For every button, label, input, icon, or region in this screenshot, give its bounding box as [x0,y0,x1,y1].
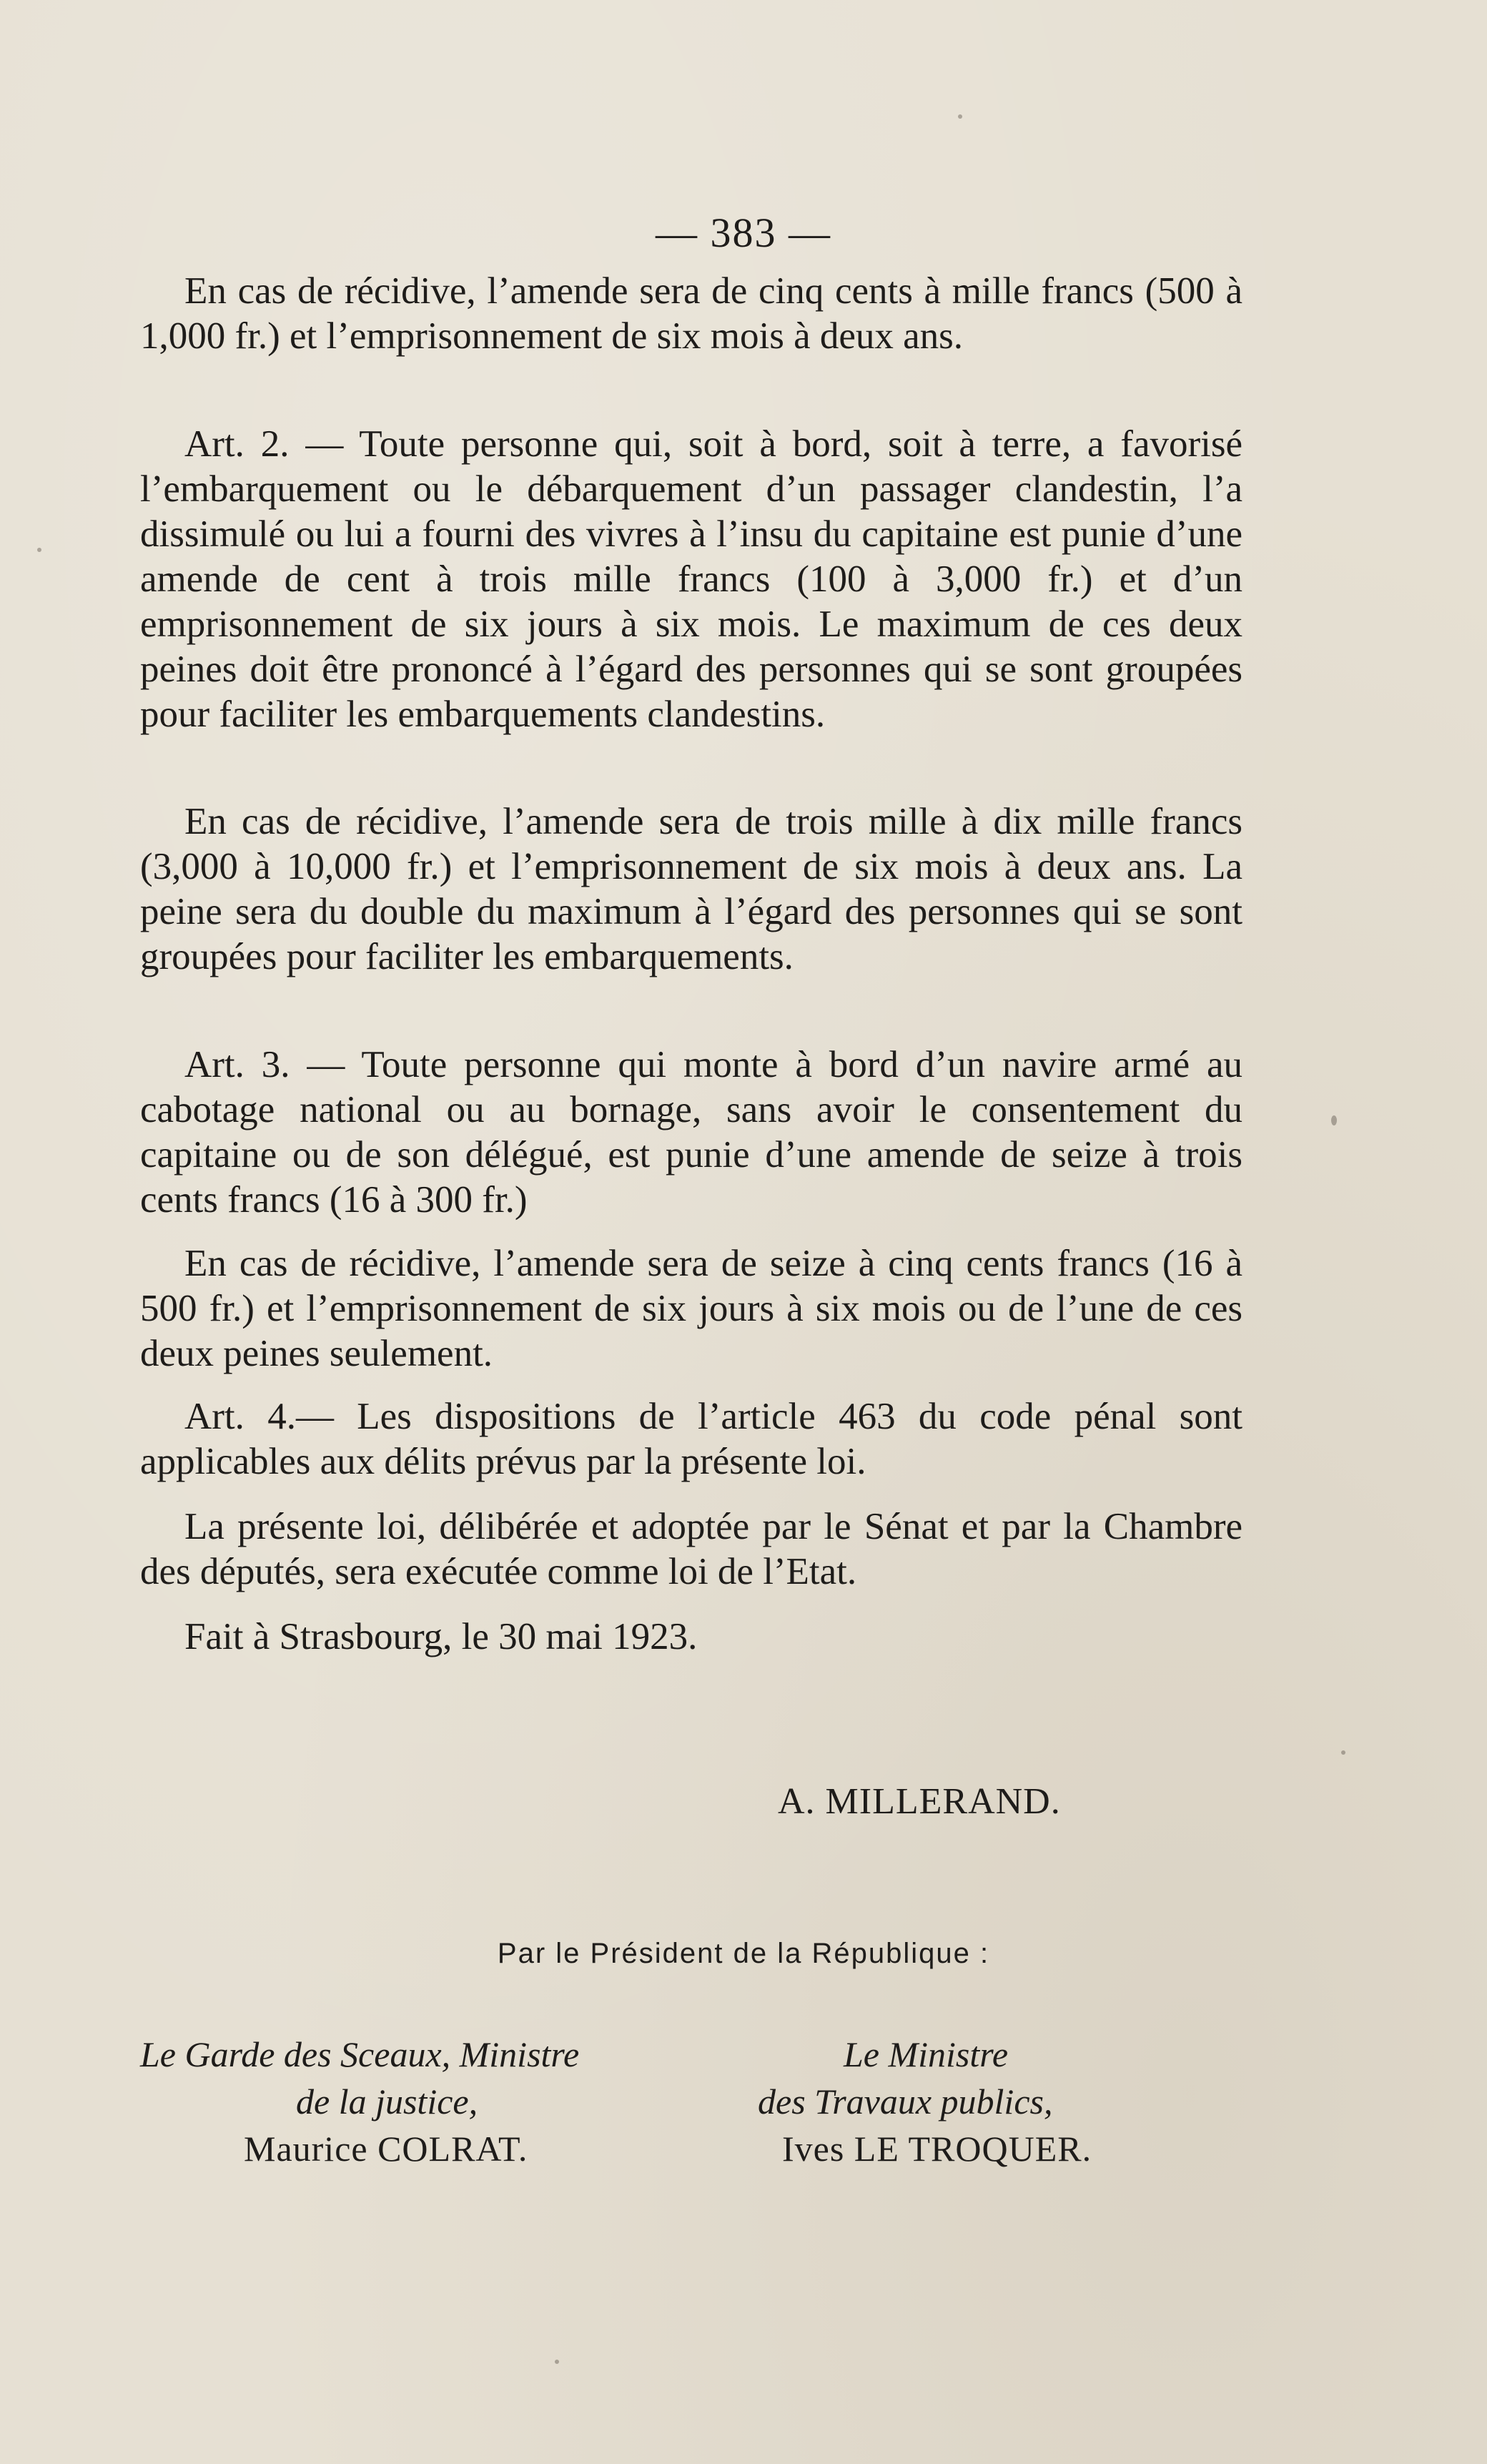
paragraph-text: En cas de récidive, l’amende sera de cinq cents à mille francs (500 à 1,000 fr.) et l’emprisonnement de six mois à deux ans. [140,270,1243,357]
paper-speck [1341,1750,1345,1755]
paragraph-recidive-1 [140,269,1243,359]
minister-title-line: des Travaux publics, [758,2081,1053,2121]
paragraph-promulgation [140,1504,1243,1595]
paragraph-recidive-2 [140,799,1243,980]
page-number: — 383 — [656,210,831,256]
signature-president: A. MILLERAND. [778,1781,1061,1822]
countersign-right [758,2031,1230,2172]
paper-speck [555,2360,559,2364]
paragraph-text: En cas de récidive, l’amende sera de trois mille à dix mille francs (3,000 à 10,000 fr.) et l’emprisonnement de six mois à deux ans. La peine sera du double du maximum à l’égard des personnes qui se sont groupées pour faciliter les embarquements. [140,801,1243,977]
paragraph-article-3 [140,1043,1243,1223]
paragraph-article-2 [140,422,1243,737]
paragraph-text: La présente loi, délibérée et adoptée par le Sénat et par la Chambre des députés, sera exécutée comme loi de l’Etat. [140,1506,1243,1592]
paragraph-article-4 [140,1394,1243,1484]
paragraph-text: Fait à Strasbourg, le 30 mai 1923. [184,1616,698,1657]
paper-speck [37,548,41,552]
paragraph-recidive-3 [140,1241,1243,1376]
minister-title-line: Le Ministre [844,2034,1009,2074]
minister-name: Ives LE TROQUER. [782,2129,1092,2169]
countersign-left [140,2031,726,2172]
minister-name: Maurice COLRAT. [244,2129,528,2169]
paper-speck [1331,1115,1337,1125]
minister-title-line: Le Garde des Sceaux, Ministre [140,2034,580,2074]
paragraph-text: Art. 2. — Toute personne qui, soit à bord, soit à terre, a favorisé l’embarquement ou le débarquement d’un passager clandestin, l’a dissimulé ou lui a fourni des vivres à l’insu du capitaine est punie d’une amende de cent à trois mille francs (100 à 3,000 fr.) et d’un emprisonnement de six jours à six mois. Le maximum de ces deux peines doit être prononcé à l’égard des personnes qui se sont groupées pour faciliter les embarquements clandestins. [140,423,1243,735]
paper-speck [958,114,962,119]
minister-title-line: de la justice, [296,2081,478,2121]
paragraph-text: Art. 4.— Les dispositions de l’article 463 du code pénal sont applicables aux délits prévus par la présente loi. [140,1396,1243,1482]
paragraph-text: En cas de récidive, l’amende sera de seize à cinq cents francs (16 à 500 fr.) et l’emprisonnement de six jours à six mois ou de l’une de ces deux peines seulement. [140,1243,1243,1374]
countersign-heading: Par le Président de la République : [497,1938,990,1969]
paragraph-date-place [140,1615,1243,1660]
paragraph-text: Art. 3. — Toute personne qui monte à bord d’un navire armé au cabotage national ou au bornage, sans avoir le consentement du capitaine ou de son délégué, est punie d’une amende de seize à trois cents francs (16 à 300 fr.) [140,1044,1243,1221]
